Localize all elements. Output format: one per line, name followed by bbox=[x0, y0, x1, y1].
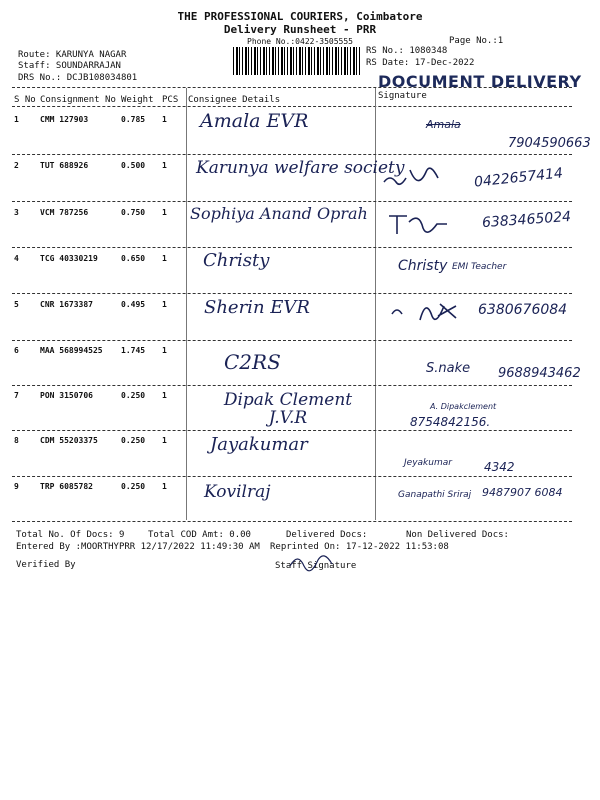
row-consignment: TUT 688926 bbox=[40, 161, 89, 170]
row-weight: 0.650 bbox=[121, 254, 146, 263]
row-rule bbox=[12, 247, 572, 248]
total-cod: Total COD Amt: 0.00 bbox=[148, 530, 251, 540]
row-sno: 4 bbox=[14, 254, 19, 263]
rs-date: RS Date: 17-Dec-2022 bbox=[366, 58, 475, 68]
runsheet-title: Delivery Runsheet - PRR bbox=[223, 23, 377, 36]
row-pcs: 1 bbox=[162, 208, 167, 217]
row-consignment: VCM 787256 bbox=[40, 208, 89, 217]
delivered-docs: Delivered Docs: bbox=[286, 530, 368, 540]
row-signature: Amala bbox=[426, 118, 461, 131]
consignee-divider bbox=[186, 88, 187, 520]
row-rule bbox=[12, 293, 572, 294]
row-consignee: Sherin EVR bbox=[204, 297, 310, 318]
table-bottom-rule bbox=[12, 521, 572, 522]
col-weight: Weight bbox=[121, 95, 154, 105]
row-sno: 5 bbox=[14, 300, 19, 309]
row-consignee: Dipak Clement J.V.R bbox=[223, 390, 353, 428]
route-label: Route: KARUNYA NAGAR bbox=[18, 50, 127, 60]
reprinted-on: Reprinted On: 17-12-2022 11:53:08 bbox=[270, 542, 449, 552]
row-consignee: C2RS bbox=[224, 350, 281, 374]
row-consignee: Karunya welfare society bbox=[196, 158, 405, 178]
row-sno: 3 bbox=[14, 208, 19, 217]
row-signature: Ganapathi Sriraj bbox=[398, 490, 472, 500]
row-consignee: Jayakumar bbox=[210, 434, 308, 455]
row-phone: 4342 bbox=[484, 460, 515, 474]
row-rule bbox=[12, 340, 572, 341]
row-weight: 0.250 bbox=[121, 391, 146, 400]
verified-by: Verified By bbox=[16, 560, 76, 570]
row-phone: 0422657414 bbox=[473, 165, 564, 191]
row-rule bbox=[12, 154, 572, 155]
phone-number: Phone No.:0422-3505555 bbox=[247, 37, 353, 46]
col-sno: S No bbox=[14, 95, 36, 105]
row-pcs: 1 bbox=[162, 161, 167, 170]
barcode bbox=[233, 47, 361, 75]
row-consignment: TCG 40330219 bbox=[40, 254, 98, 263]
row-weight: 0.495 bbox=[121, 300, 146, 309]
row-pcs: 1 bbox=[162, 254, 167, 263]
staff-label: Staff: SOUNDARRAJAN bbox=[18, 61, 121, 71]
row-weight: 0.500 bbox=[121, 161, 146, 170]
signature-divider bbox=[375, 88, 376, 520]
row-rule bbox=[12, 476, 572, 477]
row-pcs: 1 bbox=[162, 300, 167, 309]
row-consignee: Amala EVR bbox=[200, 110, 309, 132]
document-delivery-stamp: DOCUMENT DELIVERY bbox=[378, 72, 582, 91]
row-phone: 6383465024 bbox=[481, 208, 572, 232]
page-number: Page No.:1 bbox=[449, 36, 504, 46]
row-phone: 9487907 6084 bbox=[482, 486, 563, 499]
staff-signature-scribble bbox=[286, 552, 346, 574]
row-rule bbox=[12, 430, 572, 431]
row-pcs: 1 bbox=[162, 346, 167, 355]
rs-number: RS No.: 1080348 bbox=[366, 46, 448, 56]
signature-scribble bbox=[380, 160, 460, 200]
non-delivered-docs: Non Delivered Docs: bbox=[406, 530, 509, 540]
row-signature: Jeyakumar bbox=[404, 458, 452, 468]
company-title: THE PROFESSIONAL COURIERS, Coimbatore bbox=[177, 10, 423, 23]
row-weight: 0.250 bbox=[121, 436, 146, 445]
row-weight: 1.745 bbox=[121, 346, 146, 355]
row-sno: 8 bbox=[14, 436, 19, 445]
row-sno: 2 bbox=[14, 161, 19, 170]
row-weight: 0.750 bbox=[121, 208, 146, 217]
row-signature: A. Dipakclement bbox=[430, 402, 497, 411]
row-phone: 7904590663 bbox=[508, 136, 591, 151]
row-consignment: PON 3150706 bbox=[40, 391, 93, 400]
drs-number: DRS No.: DCJB108034801 bbox=[18, 73, 138, 83]
row-pcs: 1 bbox=[162, 482, 167, 491]
table-header-rule bbox=[12, 106, 572, 107]
row-pcs: 1 bbox=[162, 115, 167, 124]
row-consignment: CMM 127903 bbox=[40, 115, 89, 124]
col-consignee: Consignee Details bbox=[188, 95, 281, 105]
row-consignment: CDM 55203375 bbox=[40, 436, 98, 445]
row-phone: EMI Teacher bbox=[452, 262, 507, 272]
row-consignment: MAA 568994525 bbox=[40, 346, 103, 355]
row-consignee: Sophiya Anand Oprah bbox=[190, 204, 368, 223]
row-rule bbox=[12, 385, 572, 386]
row-sno: 6 bbox=[14, 346, 19, 355]
row-consignment: TRP 6085782 bbox=[40, 482, 93, 491]
table-top-rule bbox=[12, 87, 572, 88]
row-phone: 9688943462 bbox=[498, 366, 581, 381]
row-pcs: 1 bbox=[162, 391, 167, 400]
row-phone: 6380676084 bbox=[478, 302, 568, 318]
entered-by: Entered By :MOORTHYPRR 12/17/2022 11:49:30 AM bbox=[16, 542, 260, 552]
row-sno: 1 bbox=[14, 115, 19, 124]
signature-scribble bbox=[385, 208, 455, 238]
row-phone: 8754842156. bbox=[410, 415, 491, 429]
row-consignment: CNR 1673387 bbox=[40, 300, 93, 309]
col-pcs: PCS bbox=[162, 95, 179, 105]
signature-scribble bbox=[390, 298, 470, 328]
row-sno: 7 bbox=[14, 391, 19, 400]
staff-signature: Staff Signature bbox=[275, 561, 357, 571]
row-signature: Christy bbox=[398, 258, 448, 274]
col-signature: Signature bbox=[378, 91, 427, 101]
row-weight: 0.785 bbox=[121, 115, 146, 124]
row-weight: 0.250 bbox=[121, 482, 146, 491]
total-docs: Total No. Of Docs: 9 bbox=[16, 530, 125, 540]
row-consignee: Kovilraj bbox=[204, 482, 271, 502]
col-consignment: Consignment No bbox=[40, 95, 116, 105]
row-signature: S.nake bbox=[426, 361, 471, 376]
row-pcs: 1 bbox=[162, 436, 167, 445]
row-sno: 9 bbox=[14, 482, 19, 491]
row-rule bbox=[12, 201, 572, 202]
row-consignee: Christy bbox=[203, 250, 270, 271]
